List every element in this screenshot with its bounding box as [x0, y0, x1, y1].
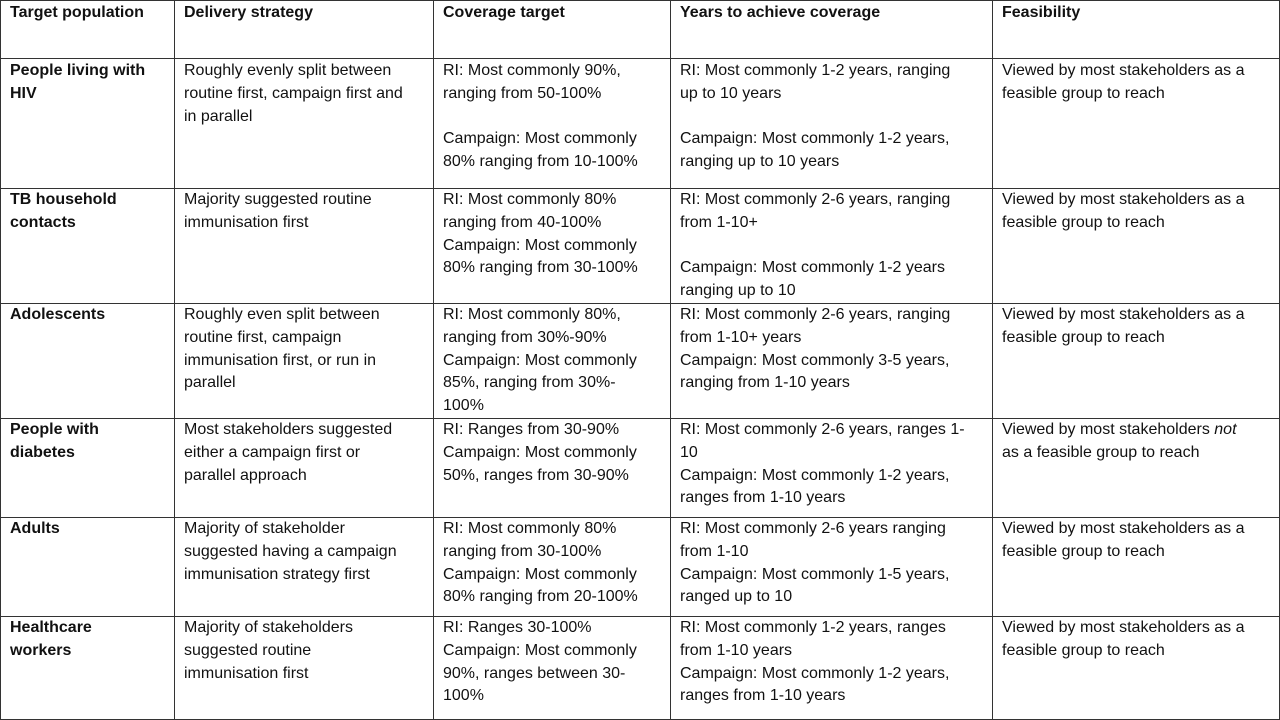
- cell-line: from 1-10 years: [680, 641, 793, 659]
- cell-line: suggested having a campaign: [184, 542, 397, 560]
- coverage-cell: [434, 59, 671, 189]
- cell-line: RI: Ranges 30-100%: [443, 619, 592, 636]
- cell-line: feasible group to reach: [1002, 213, 1165, 231]
- cell-line: Roughly even split between: [184, 306, 380, 323]
- table-row: [1, 189, 1280, 304]
- cell-line: Campaign: Most commonly: [443, 641, 637, 659]
- cell-line: Campaign: Most commonly: [443, 351, 637, 369]
- cell-line: routine first, campaign first and: [184, 84, 403, 102]
- cell-line: Most stakeholders suggested: [184, 421, 393, 438]
- delivery-cell: [175, 59, 434, 189]
- cell-line: 80% ranging from 10-100%: [443, 153, 638, 171]
- cell-line: HIV: [10, 84, 37, 102]
- years-cell: [671, 419, 993, 518]
- header-row: [1, 1, 1280, 59]
- cell-line: Adolescents: [10, 306, 106, 323]
- cell-line: diabetes: [10, 443, 75, 461]
- cell-line: ranging from 1-10 years: [680, 374, 850, 392]
- delivery-cell: [175, 304, 434, 419]
- cell-line: Campaign: Most commonly 1-2 years,: [680, 130, 950, 148]
- cell-line: People with: [10, 421, 99, 438]
- cell-line: Campaign: Most commonly: [443, 443, 637, 461]
- feasibility-cell: [993, 59, 1280, 189]
- cell-line: RI: Most commonly 2-6 years, ranging: [680, 191, 951, 208]
- cell-line: feasible group to reach: [1002, 84, 1165, 102]
- cell-line: parallel approach: [184, 466, 307, 484]
- cell-line: Majority of stakeholder: [184, 520, 345, 537]
- cell-line: Campaign: Most commonly 3-5 years,: [680, 351, 950, 369]
- table-row: [1, 518, 1280, 617]
- cell-line: contacts: [10, 213, 76, 231]
- population-cell: [1, 419, 175, 518]
- cell-line: Viewed by most stakeholders as a: [1002, 191, 1245, 208]
- cell-line: from 1-10+ years: [680, 328, 802, 346]
- cell-line: feasible group to reach: [1002, 328, 1165, 346]
- cell-line: ranges from 1-10 years: [680, 489, 846, 507]
- feasibility-emphasis: not: [1214, 421, 1237, 438]
- cell-line: Campaign: Most commonly: [443, 565, 637, 583]
- table-row: [1, 59, 1280, 189]
- header-feasibility: Feasibility: [993, 1, 1280, 59]
- cell-line: RI: Most commonly 80%,: [443, 306, 621, 323]
- cell-line: workers: [10, 641, 72, 659]
- cell-line: in parallel: [184, 107, 253, 125]
- cell-line: RI: Most commonly 80%: [443, 191, 617, 208]
- cell-line: ranged up to 10: [680, 588, 793, 606]
- delivery-cell: [175, 189, 434, 304]
- cell-line: immunisation first: [184, 213, 309, 231]
- cell-line: Viewed by most stakeholders as a: [1002, 520, 1245, 537]
- cell-line: feasible group to reach: [1002, 641, 1165, 659]
- cell-line: ranging up to 10: [680, 282, 796, 300]
- feasibility-cell: [993, 617, 1280, 720]
- years-cell: [671, 304, 993, 419]
- feasibility-cell: [993, 419, 1280, 518]
- cell-line: 80% ranging from 30-100%: [443, 259, 638, 277]
- coverage-cell: [434, 189, 671, 304]
- cell-line: as a feasible group to reach: [1002, 443, 1200, 461]
- cell-line: RI: Most commonly 1-2 years, ranges: [680, 619, 946, 636]
- cell-gap: [680, 235, 983, 258]
- years-cell: [671, 189, 993, 304]
- cell-line: 10: [680, 443, 698, 461]
- cell-line: immunisation first: [184, 664, 309, 682]
- cell-gap: [680, 106, 983, 129]
- feasibility-cell: [993, 189, 1280, 304]
- cell-line: Roughly evenly split between: [184, 62, 392, 79]
- cell-line: ranging up to 10 years: [680, 153, 840, 171]
- delivery-cell: [175, 419, 434, 518]
- cell-line: ranging from 40-100%: [443, 213, 602, 231]
- cell-line: ranges from 1-10 years: [680, 687, 846, 705]
- header-target-population: Target population: [1, 1, 175, 59]
- coverage-cell: [434, 518, 671, 617]
- cell-line: 85%, ranging from 30%-: [443, 374, 616, 392]
- table-row: [1, 304, 1280, 419]
- cell-line: RI: Most commonly 80%: [443, 520, 617, 537]
- population-cell: [1, 617, 175, 720]
- cell-line: 90%, ranges between 30-: [443, 664, 626, 682]
- cell-line: immunisation strategy first: [184, 565, 370, 583]
- population-cell: [1, 189, 175, 304]
- years-cell: [671, 59, 993, 189]
- cell-line: TB household: [10, 191, 117, 208]
- cell-line: 100%: [443, 687, 484, 705]
- cell-line: Campaign: Most commonly 1-5 years,: [680, 565, 950, 583]
- cell-line: Majority suggested routine: [184, 191, 372, 208]
- years-cell: [671, 518, 993, 617]
- cell-line: Campaign: Most commonly: [443, 236, 637, 254]
- header-years-to-achieve: Years to achieve coverage: [671, 1, 993, 59]
- cell-line: parallel: [184, 374, 236, 392]
- cell-line: RI: Most commonly 90%,: [443, 62, 621, 79]
- cell-line: 50%, ranges from 30-90%: [443, 466, 629, 484]
- cell-line: RI: Most commonly 1-2 years, ranging: [680, 62, 951, 79]
- cell-line: Viewed by most stakeholders as a: [1002, 306, 1245, 323]
- coverage-cell: [434, 304, 671, 419]
- cell-line: suggested routine: [184, 641, 312, 659]
- cell-line: from 1-10+: [680, 213, 758, 231]
- cell-line: RI: Ranges from 30-90%: [443, 421, 620, 438]
- cell-line: Campaign: Most commonly: [443, 130, 637, 148]
- cell-line: up to 10 years: [680, 84, 782, 102]
- cell-line: feasible group to reach: [1002, 542, 1165, 560]
- cell-line: ranging from 30%-90%: [443, 328, 607, 346]
- cell-line: immunisation first, or run in: [184, 351, 377, 369]
- cell-line: from 1-10: [680, 542, 749, 560]
- cell-line: Campaign: Most commonly 1-2 years,: [680, 466, 950, 484]
- header-coverage-target: Coverage target: [434, 1, 671, 59]
- coverage-cell: [434, 617, 671, 720]
- table-row: [1, 419, 1280, 518]
- delivery-cell: [175, 617, 434, 720]
- feasibility-cell: [993, 304, 1280, 419]
- cell-line: routine first, campaign: [184, 328, 342, 346]
- cell-line: Campaign: Most commonly 1-2 years: [680, 259, 945, 277]
- cell-line: RI: Most commonly 2-6 years, ranges 1-: [680, 421, 965, 438]
- cell-line: 100%: [443, 397, 484, 415]
- cell-line: Adults: [10, 520, 60, 537]
- cell-line: ranging from 50-100%: [443, 84, 602, 102]
- cell-line: either a campaign first or: [184, 443, 361, 461]
- cell-line: RI: Most commonly 2-6 years ranging: [680, 520, 946, 537]
- cell-line: Healthcare: [10, 619, 92, 636]
- feasibility-cell: [993, 518, 1280, 617]
- years-cell: [671, 617, 993, 720]
- cell-line: 80% ranging from 20-100%: [443, 588, 638, 606]
- cell-line: Majority of stakeholders: [184, 619, 353, 636]
- population-cell: [1, 518, 175, 617]
- delivery-cell: [175, 518, 434, 617]
- coverage-cell: [434, 419, 671, 518]
- cell-line: Viewed by most stakeholders as a: [1002, 62, 1245, 79]
- cell-line: People living with: [10, 62, 146, 79]
- cell-gap: [443, 106, 661, 129]
- population-cell: [1, 304, 175, 419]
- feasibility-text: Viewed by most stakeholders: [1002, 421, 1215, 438]
- cell-line: RI: Most commonly 2-6 years, ranging: [680, 306, 951, 323]
- cell-line: ranging from 30-100%: [443, 542, 602, 560]
- header-delivery-strategy: Delivery strategy: [175, 1, 434, 59]
- population-cell: [1, 59, 175, 189]
- cell-line: Campaign: Most commonly 1-2 years,: [680, 664, 950, 682]
- table-row: [1, 617, 1280, 720]
- cell-line: Viewed by most stakeholders as a: [1002, 619, 1245, 636]
